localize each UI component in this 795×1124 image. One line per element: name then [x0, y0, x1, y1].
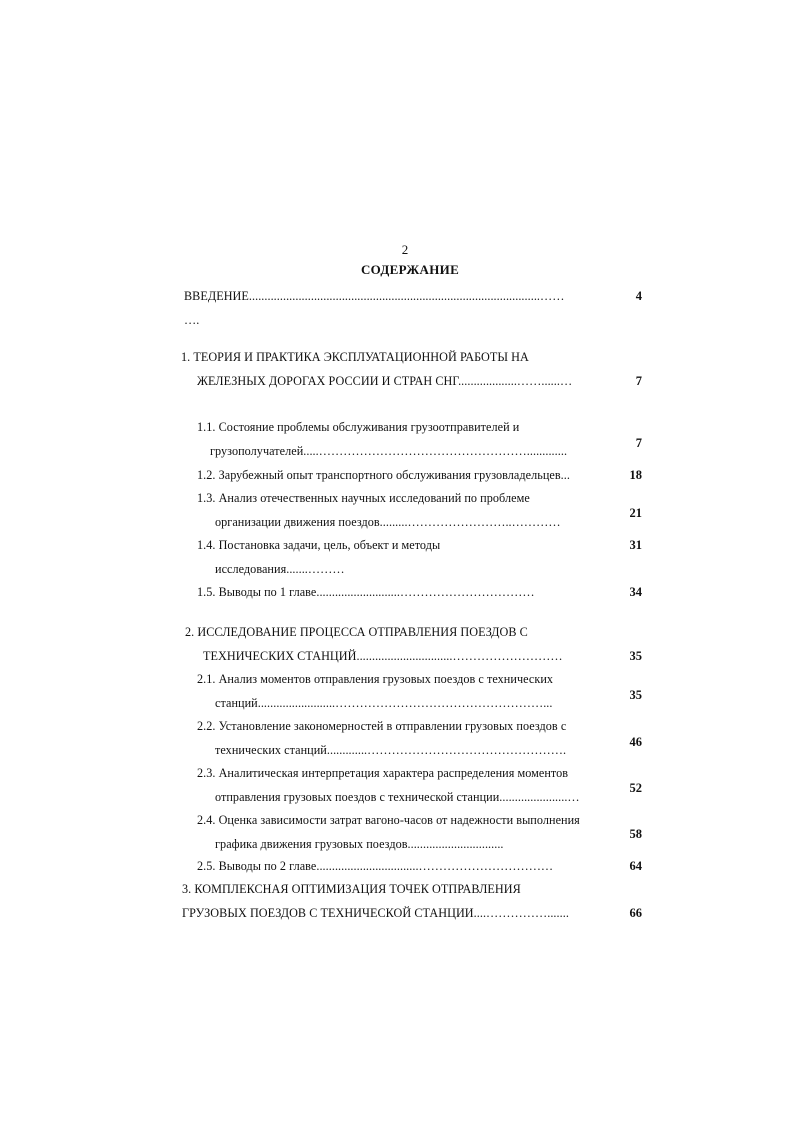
toc-page-section-2-2: 46: [629, 735, 642, 749]
toc-chapter-3-line-2: ГРУЗОВЫХ ПОЕЗДОВ С ТЕХНИЧЕСКОЙ СТАНЦИИ....…………….......: [182, 906, 569, 920]
toc-page-section-2-3: 52: [629, 781, 642, 795]
toc-section-1-3-line-2: организации движения поездов.........……………………..…………: [215, 515, 561, 529]
toc-section-2-1-line-2: станций.........................……………………………………………...: [215, 696, 553, 710]
toc-section-1-4-line-1: 1.4. Постановка задачи, цель, объект и методы: [197, 538, 441, 552]
toc-section-1-1-line-2: грузополучателей.....…………………………………………….............: [210, 444, 568, 458]
toc-chapter-1-line-1: 1. ТЕОРИЯ И ПРАКТИКА ЭКСПЛУАТАЦИОННОЙ РАБОТЫ НА: [181, 350, 529, 364]
toc-page-section-1-3: 21: [629, 506, 642, 520]
toc-section-2-4-line-1: 2.4. Оценка зависимости затрат вагоно-часов от надежности выполнения: [197, 813, 580, 827]
toc-entry-intro-continuation: ….: [184, 313, 200, 327]
page-number: 2: [401, 242, 409, 257]
toc-page-chapter-1: 7: [635, 374, 642, 388]
toc-page-intro: 4: [635, 289, 642, 303]
toc-chapter-1-line-2: ЖЕЛЕЗНЫХ ДОРОГАХ РОССИИ И СТРАН СНГ...................……......…: [197, 374, 573, 388]
toc-section-1-2: 1.2. Зарубежный опыт транспортного обслуживания грузовладельцев...: [197, 468, 570, 482]
toc-chapter-2-line-1: 2. ИССЛЕДОВАНИЕ ПРОЦЕССА ОТПРАВЛЕНИЯ ПОЕЗДОВ С: [185, 625, 528, 639]
toc-page-section-1-2: 18: [629, 468, 642, 482]
toc-section-2-2-line-1: 2.2. Установление закономерностей в отправлении грузовых поездов с: [197, 719, 567, 733]
toc-page-chapter-3: 66: [629, 906, 642, 920]
toc-section-1-3-line-1: 1.3. Анализ отечественных научных исследований по проблеме: [197, 491, 530, 505]
toc-section-2-4-line-2: графика движения грузовых поездов...............................: [215, 837, 504, 851]
toc-section-1-1-line-1: 1.1. Состояние проблемы обслуживания грузоотправителей и: [197, 420, 520, 434]
toc-page-section-2-4: 58: [629, 827, 642, 841]
toc-section-2-3-line-2: отправления грузовых поездов с технической станции......................…: [215, 790, 580, 804]
toc-page-section-2-1: 35: [629, 688, 642, 702]
toc-title: СОДЕРЖАНИЕ: [360, 262, 460, 277]
toc-chapter-2-line-2: ТЕХНИЧЕСКИХ СТАНЦИЙ...............................………………………: [203, 649, 563, 663]
toc-page-chapter-2: 35: [629, 649, 642, 663]
toc-section-2-2-line-2: технических станций.............………………………………………….: [215, 743, 567, 757]
toc-page-section-1-1: 7: [635, 436, 642, 450]
toc-section-2-5: 2.5. Выводы по 2 главе.................................……………………………: [197, 859, 554, 873]
toc-page-section-1-4: 31: [629, 538, 642, 552]
toc-section-1-4-line-2: исследования.......………: [215, 562, 345, 576]
toc-page-section-1-5: 34: [629, 585, 642, 599]
toc-page-section-2-5: 64: [629, 859, 642, 873]
toc-section-2-3-line-1: 2.3. Аналитическая интерпретация характера распределения моментов: [197, 766, 569, 780]
toc-section-2-1-line-1: 2.1. Анализ моментов отправления грузовых поездов с технических: [197, 672, 554, 686]
toc-entry-intro: ВВЕДЕНИЕ..............................................................................................……: [184, 289, 565, 303]
toc-chapter-3-line-1: 3. КОМПЛЕКСНАЯ ОПТИМИЗАЦИЯ ТОЧЕК ОТПРАВЛЕНИЯ: [182, 882, 521, 896]
toc-section-1-5: 1.5. Выводы по 1 главе...........................……………………………: [197, 585, 535, 599]
